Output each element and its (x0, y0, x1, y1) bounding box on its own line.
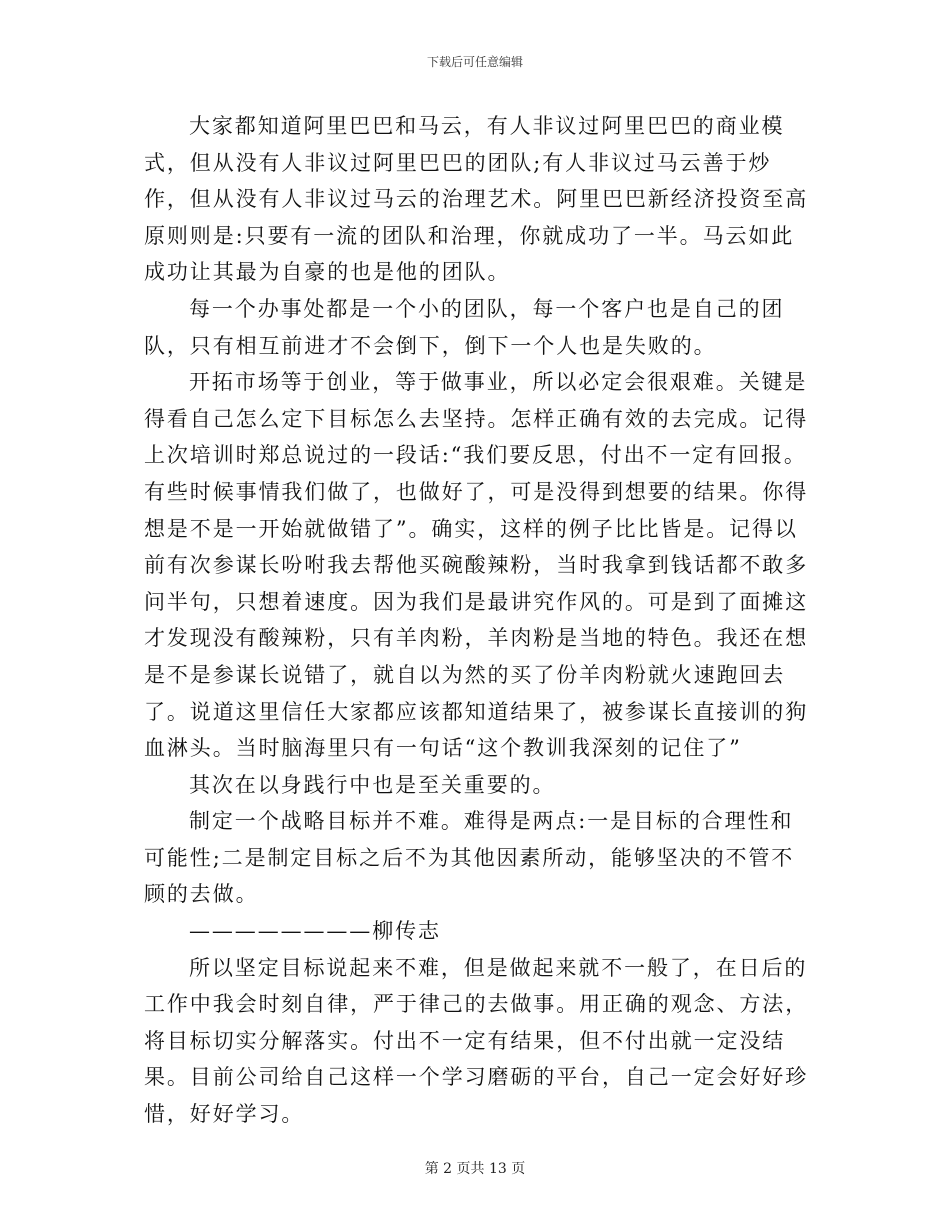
page-footer: 第 2 页共 13 页 (424, 1161, 526, 1177)
paragraph-office-team: 每一个办事处都是一个小的团队，每一个客户也是自己的团队，只有相互前进才不会倒下，倒下一个人也是失败的。 (144, 296, 785, 358)
quote-attribution: ————————柳传志 (189, 919, 441, 944)
paragraph-alibaba-team: 大家都知道阿里巴巴和马云，有人非议过阿里巴巴的商业模式，但从没有人非议过阿里巴巴的团队;有人非议过马云善于炒作，但从没有人非议过马云的治理艺术。阿里巴巴新经济投资至高原则则是:只要有一流的团队和治理，你就成功了一半。马云如此成功让其最为自豪的也是他的团队。 (144, 114, 809, 285)
paragraph-practice: 其次在以身践行中也是至关重要的。 (189, 772, 556, 797)
paragraph-conclusion: 所以坚定目标说起来不难，但是做起来就不一般了，在日后的工作中我会时刻自律，严于律己的去做事。用正确的观念、方法，将目标切实分解落实。付出不一定有结果，但不付出就一定没结果。目前公司给自己这样一个学习磨砺的平台，自己一定会好好珍惜，好好学习。 (144, 955, 809, 1127)
page-header: 下载后可任意编辑 (426, 55, 523, 69)
paragraph-strategy-quote: 制定一个战略目标并不难。难得是两点:一是目标的合理性和可能性;二是制定目标之后不为其他因素所动，能够坚决的不管不顾的去做。 (144, 809, 795, 907)
paragraph-market-story: 开拓市场等于创业，等于做事业，所以必定会很艰难。关键是得看自己怎么定下目标怎么去坚持。怎样正确有效的去完成。记得上次培训时郑总说过的一段话:“我们要反思，付出不一定有回报。有些时候事情我们做了，也做好了，可是没得到想要的结果。你得想是不是一开始就做错了”。确实，这样的例子比比皆是。记得以前有次参谋长吩咐我去帮他买碗酸辣粉，当时我拿到钱话都不敢多问半句，只想着速度。因为我们是最讲究作风的。可是到了面摊这才发现没有酸辣粉，只有羊肉粉，羊肉粉是当地的特色。我还在想是不是参谋长说错了，就自以为然的买了份羊肉粉就火速跑回去了。说道这里信任大家都应该都知道结果了，被参谋长直接训的狗血淋头。当时脑海里只有一句话“这个教训我深刻的记住了” (144, 370, 809, 761)
document-body (144, 108, 816, 1133)
